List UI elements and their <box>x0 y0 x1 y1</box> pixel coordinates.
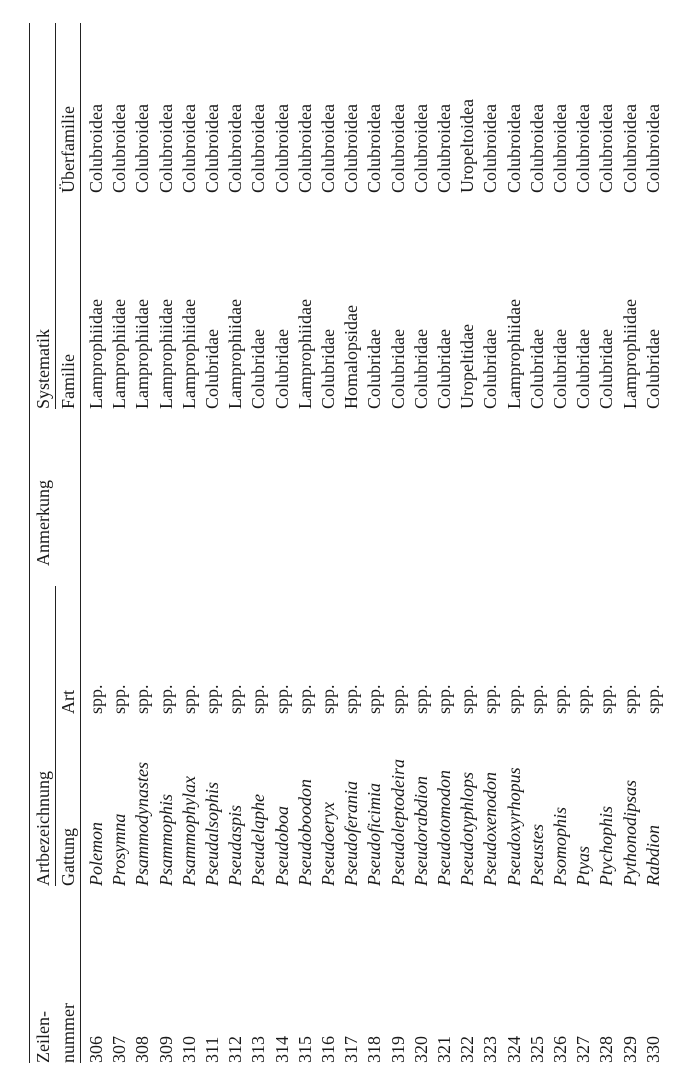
row-number: 307 <box>109 1036 130 1063</box>
genus-name: Pseudoleptodeira <box>387 759 408 886</box>
row-number: 323 <box>480 1036 501 1063</box>
species-cell: spp. <box>86 684 106 714</box>
family-cell: Lamprophiidae <box>155 299 176 409</box>
family-cell: Colubridae <box>202 329 222 409</box>
superfamily-cell: Colubroidea <box>619 104 640 193</box>
row-number: 329 <box>619 1036 640 1063</box>
header-familie: Familie <box>58 354 78 409</box>
table-row <box>318 0 340 1081</box>
genus-name: Pseudalsophis <box>202 781 222 886</box>
genus-name: Rabdion <box>642 825 663 886</box>
genus-name: Pseudoferania <box>341 781 362 886</box>
family-cell: Lamprophiidae <box>294 299 315 409</box>
family-cell: Lamprophiidae <box>225 299 246 409</box>
species-cell: spp. <box>132 684 153 714</box>
table-row <box>388 0 410 1081</box>
family-cell: Lamprophiidae <box>619 299 640 409</box>
species-cell: spp. <box>225 684 246 714</box>
row-number: 326 <box>550 1036 570 1063</box>
header-bottom-rule <box>80 23 81 1063</box>
species-cell: spp. <box>410 684 431 714</box>
family-cell: Lamprophiidae <box>86 299 106 409</box>
header-anmerkung: Anmerkung <box>33 480 53 566</box>
species-cell: spp. <box>619 684 640 714</box>
header-gattung: Gattung <box>58 828 78 886</box>
species-cell: spp. <box>642 684 663 714</box>
family-cell: Colubridae <box>526 329 547 409</box>
row-number: 321 <box>434 1036 454 1063</box>
family-cell: Colubridae <box>642 329 663 409</box>
superfamily-cell: Colubroidea <box>503 104 524 193</box>
genus-name: Pseudorabdion <box>410 776 431 886</box>
species-cell: spp. <box>550 684 570 714</box>
row-number: 314 <box>271 1036 292 1063</box>
genus-name: Psomophis <box>550 806 570 886</box>
family-cell: Colubridae <box>318 329 338 409</box>
family-cell: Colubridae <box>364 329 385 409</box>
superfamily-cell: Colubroidea <box>410 104 431 193</box>
species-cell: spp. <box>178 684 199 714</box>
family-cell: Colubridae <box>387 329 408 409</box>
species-cell: spp. <box>202 684 222 714</box>
genus-name: Psammodynastes <box>132 762 153 886</box>
table-row <box>295 0 317 1081</box>
family-cell: Colubridae <box>434 329 454 409</box>
row-number: 325 <box>526 1036 547 1063</box>
systematik-span-rule <box>55 23 56 409</box>
row-number: 312 <box>225 1036 246 1063</box>
superfamily-cell: Colubroidea <box>271 104 292 193</box>
header-systematik: Systematik <box>33 329 53 409</box>
superfamily-cell: Colubroidea <box>341 104 362 193</box>
superfamily-cell: Colubroidea <box>642 104 663 193</box>
species-cell: spp. <box>155 684 176 714</box>
row-number: 322 <box>457 1036 478 1063</box>
species-cell: spp. <box>596 684 617 714</box>
family-cell: Colubridae <box>480 329 501 409</box>
table-row <box>156 0 178 1081</box>
superfamily-cell: Colubroidea <box>364 104 385 193</box>
superfamily-cell: Colubroidea <box>480 104 501 193</box>
species-cell: spp. <box>318 684 338 714</box>
species-cell: spp. <box>434 684 454 714</box>
species-cell: spp. <box>248 684 269 714</box>
species-cell: spp. <box>341 684 362 714</box>
table-row <box>457 0 479 1081</box>
genus-name: Ptyas <box>573 846 594 886</box>
family-cell: Homalopsidae <box>341 305 362 409</box>
row-number: 327 <box>573 1036 594 1063</box>
genus-name: Pythonodipsas <box>619 780 640 886</box>
superfamily-cell: Colubroidea <box>596 104 617 193</box>
table-row <box>179 0 201 1081</box>
superfamily-cell: Colubroidea <box>248 104 269 193</box>
row-number: 317 <box>341 1036 362 1063</box>
row-number: 313 <box>248 1036 269 1063</box>
genus-name: Polemon <box>86 822 106 886</box>
superfamily-cell: Colubroidea <box>155 104 176 193</box>
row-number: 324 <box>503 1036 524 1063</box>
family-cell: Colubridae <box>573 329 594 409</box>
table-row <box>86 0 108 1081</box>
row-number: 328 <box>596 1036 617 1063</box>
species-cell: spp. <box>480 684 501 714</box>
family-cell: Colubridae <box>271 329 292 409</box>
table-row <box>573 0 595 1081</box>
species-cell: spp. <box>457 684 478 714</box>
table-top-rule <box>29 23 30 1063</box>
table-row <box>225 0 247 1081</box>
row-number: 319 <box>387 1036 408 1063</box>
genus-name: Psammophylax <box>178 776 199 886</box>
superfamily-cell: Uropeltoidea <box>457 99 478 193</box>
row-number: 308 <box>132 1036 153 1063</box>
table-row <box>202 0 224 1081</box>
table-row <box>596 0 618 1081</box>
table-row <box>109 0 131 1081</box>
row-number: 320 <box>410 1036 431 1063</box>
artbezeichnung-span-rule <box>55 586 56 886</box>
row-number: 316 <box>318 1036 338 1063</box>
genus-name: Prosymna <box>109 813 130 886</box>
genus-name: Ptychophis <box>596 806 617 886</box>
row-number: 330 <box>642 1036 663 1063</box>
header-artbezeichnung: Artbezeichnung <box>33 771 53 886</box>
table-row <box>620 0 642 1081</box>
superfamily-cell: Colubroidea <box>178 104 199 193</box>
genus-name: Psammophis <box>155 793 176 886</box>
genus-name: Pseudaspis <box>225 805 246 886</box>
family-cell: Colubridae <box>550 329 570 409</box>
family-cell: Lamprophiidae <box>178 299 199 409</box>
genus-name: Pseudoxyrhopus <box>503 767 524 886</box>
family-cell: Lamprophiidae <box>109 299 130 409</box>
table-row <box>480 0 502 1081</box>
genus-name: Pseudotyphlops <box>457 772 478 886</box>
table-row <box>434 0 456 1081</box>
table-row <box>550 0 572 1081</box>
table-row <box>272 0 294 1081</box>
superfamily-cell: Colubroidea <box>225 104 246 193</box>
superfamily-cell: Colubroidea <box>387 104 408 193</box>
row-number: 310 <box>178 1036 199 1063</box>
family-cell: Colubridae <box>596 329 617 409</box>
header-nummer: nummer <box>58 1003 78 1063</box>
family-cell: Colubridae <box>248 329 269 409</box>
superfamily-cell: Colubroidea <box>132 104 153 193</box>
superfamily-cell: Colubroidea <box>86 104 106 193</box>
species-cell: spp. <box>526 684 547 714</box>
species-cell: spp. <box>364 684 385 714</box>
family-cell: Uropeltidae <box>457 324 478 409</box>
header-art: Art <box>58 690 78 714</box>
genus-name: Pseudoeryx <box>318 802 338 886</box>
superfamily-cell: Colubroidea <box>526 104 547 193</box>
row-number: 318 <box>364 1036 385 1063</box>
family-cell: Lamprophiidae <box>132 299 153 409</box>
superfamily-cell: Colubroidea <box>573 104 594 193</box>
row-number: 306 <box>86 1036 106 1063</box>
genus-name: Pseudelaphe <box>248 794 269 886</box>
table-row <box>527 0 549 1081</box>
table-row <box>643 0 665 1081</box>
species-cell: spp. <box>573 684 594 714</box>
table-row <box>411 0 433 1081</box>
superfamily-cell: Colubroidea <box>109 104 130 193</box>
species-cell: spp. <box>109 684 130 714</box>
superfamily-cell: Colubroidea <box>434 104 454 193</box>
table-row <box>364 0 386 1081</box>
species-cell: spp. <box>294 684 315 714</box>
genus-name: Pseudoboodon <box>294 779 315 886</box>
row-number: 315 <box>294 1036 315 1063</box>
row-number: 309 <box>155 1036 176 1063</box>
genus-name: Pseudoficimia <box>364 783 385 886</box>
genus-name: Pseudoboa <box>271 806 292 886</box>
superfamily-cell: Colubroidea <box>202 104 222 193</box>
genus-name: Pseudoxenodon <box>480 772 501 886</box>
family-cell: Colubridae <box>410 329 431 409</box>
genus-name: Pseustes <box>526 824 547 886</box>
table-row <box>248 0 270 1081</box>
family-cell: Lamprophiidae <box>503 299 524 409</box>
table-row <box>504 0 526 1081</box>
superfamily-cell: Colubroidea <box>550 104 570 193</box>
species-cell: spp. <box>503 684 524 714</box>
header-ueberfamilie: Überfamilie <box>58 106 78 193</box>
row-number: 311 <box>202 1036 222 1063</box>
superfamily-cell: Colubroidea <box>294 104 315 193</box>
species-cell: spp. <box>271 684 292 714</box>
header-zeilen: Zeilen- <box>33 1011 53 1063</box>
table-row <box>132 0 154 1081</box>
genus-name: Pseudotomodon <box>434 770 454 886</box>
superfamily-cell: Colubroidea <box>318 104 338 193</box>
table-row <box>341 0 363 1081</box>
species-cell: spp. <box>387 684 408 714</box>
